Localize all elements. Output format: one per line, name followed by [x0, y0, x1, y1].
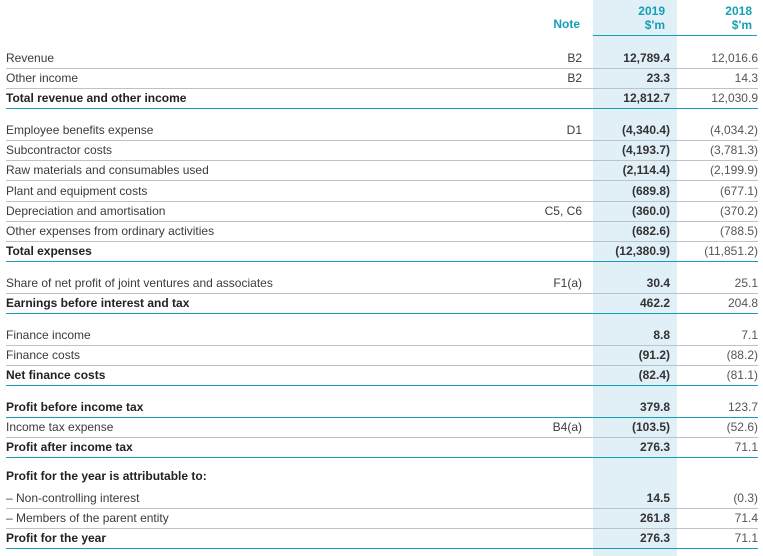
row-value-2019: 30.4 — [646, 276, 670, 290]
row-value-2018: 204.8 — [727, 296, 758, 310]
row-label: Profit before income tax — [6, 400, 144, 414]
table-row-total-expenses — [6, 241, 758, 262]
row-value-2018: 12,030.9 — [711, 91, 758, 105]
row-value-2018: 71.4 — [734, 511, 758, 525]
row-value-2019: (4,340.4) — [621, 123, 670, 137]
row-label: Net finance costs — [6, 368, 106, 382]
row-value-2018: 12,016.6 — [711, 51, 758, 65]
row-value-2018: (4,034.2) — [709, 123, 758, 137]
row-value-2018: 25.1 — [734, 276, 758, 290]
row-value-2019: 276.3 — [639, 531, 670, 545]
row-label: – Non-controlling interest — [6, 491, 140, 505]
row-value-2019: 276.3 — [639, 440, 670, 454]
row-label: Finance costs — [6, 348, 81, 362]
table-row-profit-for-year — [6, 528, 758, 549]
table-row-subcontractor-costs — [6, 140, 758, 161]
row-label: Profit for the year is attributable to: — [6, 469, 207, 483]
row-label: Finance income — [6, 328, 91, 342]
row-label: Subcontractor costs — [6, 143, 113, 157]
row-label: Total expenses — [6, 244, 92, 258]
column-header-2018 — [680, 4, 752, 34]
row-label: Profit after income tax — [6, 440, 133, 454]
table-row-net-finance-costs — [6, 365, 758, 386]
table-row-ebit — [6, 293, 758, 314]
table-row-finance-costs — [6, 345, 758, 366]
row-note: B2 — [567, 51, 582, 65]
table-row-total-revenue — [6, 88, 758, 109]
row-label: Raw materials and consumables used — [6, 163, 209, 177]
column-header-2018-unit: $'m — [731, 18, 752, 32]
row-label: – Members of the parent entity — [6, 511, 169, 525]
row-value-2018: 71.1 — [734, 440, 758, 454]
row-value-2019: (91.2) — [638, 348, 670, 362]
row-label: Other expenses from ordinary activities — [6, 224, 215, 238]
row-label: Share of net profit of joint ventures and associates — [6, 276, 273, 290]
table-row-raw-materials — [6, 160, 758, 181]
table-row-depreciation — [6, 201, 758, 222]
column-header-2018-year: 2018 — [725, 4, 752, 18]
row-note: B4(a) — [552, 420, 582, 434]
row-note: F1(a) — [553, 276, 582, 290]
row-label: Depreciation and amortisation — [6, 204, 166, 218]
row-value-2018: 14.3 — [734, 71, 758, 85]
row-value-2018: (677.1) — [719, 184, 758, 198]
row-value-2018: (11,851.2) — [704, 244, 758, 258]
table-row-plant-equipment — [6, 181, 758, 202]
row-value-2018: (52.6) — [726, 420, 758, 434]
note-column-header: Note — [553, 17, 580, 31]
row-value-2018: (3,781.3) — [709, 143, 758, 157]
row-label: Revenue — [6, 51, 55, 65]
row-value-2019: (103.5) — [631, 420, 670, 434]
row-label: Plant and equipment costs — [6, 184, 148, 198]
row-value-2019: 8.8 — [653, 328, 670, 342]
row-label: Profit for the year — [6, 531, 107, 545]
row-value-2019: (4,193.7) — [621, 143, 670, 157]
column-header-2019-year: 2019 — [638, 4, 665, 18]
row-value-2019: (12,380.9) — [615, 244, 670, 258]
row-label: Other income — [6, 71, 79, 85]
table-row-other-income — [6, 68, 758, 89]
table-row-other-expenses — [6, 221, 758, 242]
row-value-2018: 7.1 — [741, 328, 758, 342]
table-row-non-controlling-interest — [6, 488, 758, 509]
table-row-share-of-net-profit — [6, 273, 758, 294]
table-row-revenue — [6, 48, 758, 69]
row-value-2019: 12,789.4 — [623, 51, 670, 65]
column-header-2019-unit: $'m — [644, 18, 665, 32]
row-label: Income tax expense — [6, 420, 114, 434]
row-value-2019: (682.6) — [631, 224, 670, 238]
row-note: C5, C6 — [544, 204, 582, 218]
row-label: Earnings before interest and tax — [6, 296, 190, 310]
row-value-2019: 23.3 — [646, 71, 670, 85]
column-header-2019 — [593, 4, 665, 34]
row-value-2018: (0.3) — [733, 491, 758, 505]
row-note: B2 — [567, 71, 582, 85]
row-value-2019: (82.4) — [638, 368, 670, 382]
row-value-2019: (2,114.4) — [622, 163, 670, 177]
row-value-2018: (81.1) — [726, 368, 758, 382]
row-value-2018: 71.1 — [734, 531, 758, 545]
section-heading-attributable — [6, 466, 758, 486]
row-label: Total revenue and other income — [6, 91, 187, 105]
row-label: Employee benefits expense — [6, 123, 154, 137]
table-row-members-of-parent — [6, 508, 758, 529]
table-row-income-tax-expense — [6, 417, 758, 438]
table-row-finance-income — [6, 325, 758, 346]
row-value-2019: 379.8 — [639, 400, 670, 414]
row-value-2018: (370.2) — [719, 204, 758, 218]
row-value-2019: (360.0) — [631, 204, 670, 218]
row-value-2019: (689.8) — [631, 184, 670, 198]
row-value-2019: 12,812.7 — [623, 91, 670, 105]
row-value-2018: (2,199.9) — [709, 163, 758, 177]
row-note: D1 — [566, 123, 582, 137]
header-divider — [593, 35, 757, 36]
row-value-2019: 261.8 — [639, 511, 670, 525]
table-row-profit-after-tax — [6, 437, 758, 458]
row-value-2018: 123.7 — [727, 400, 758, 414]
row-value-2018: (788.5) — [719, 224, 758, 238]
row-value-2018: (88.2) — [726, 348, 758, 362]
table-row-employee-benefits — [6, 120, 758, 141]
table-row-profit-before-tax — [6, 397, 758, 418]
row-value-2019: 462.2 — [639, 296, 670, 310]
row-value-2019: 14.5 — [646, 491, 670, 505]
